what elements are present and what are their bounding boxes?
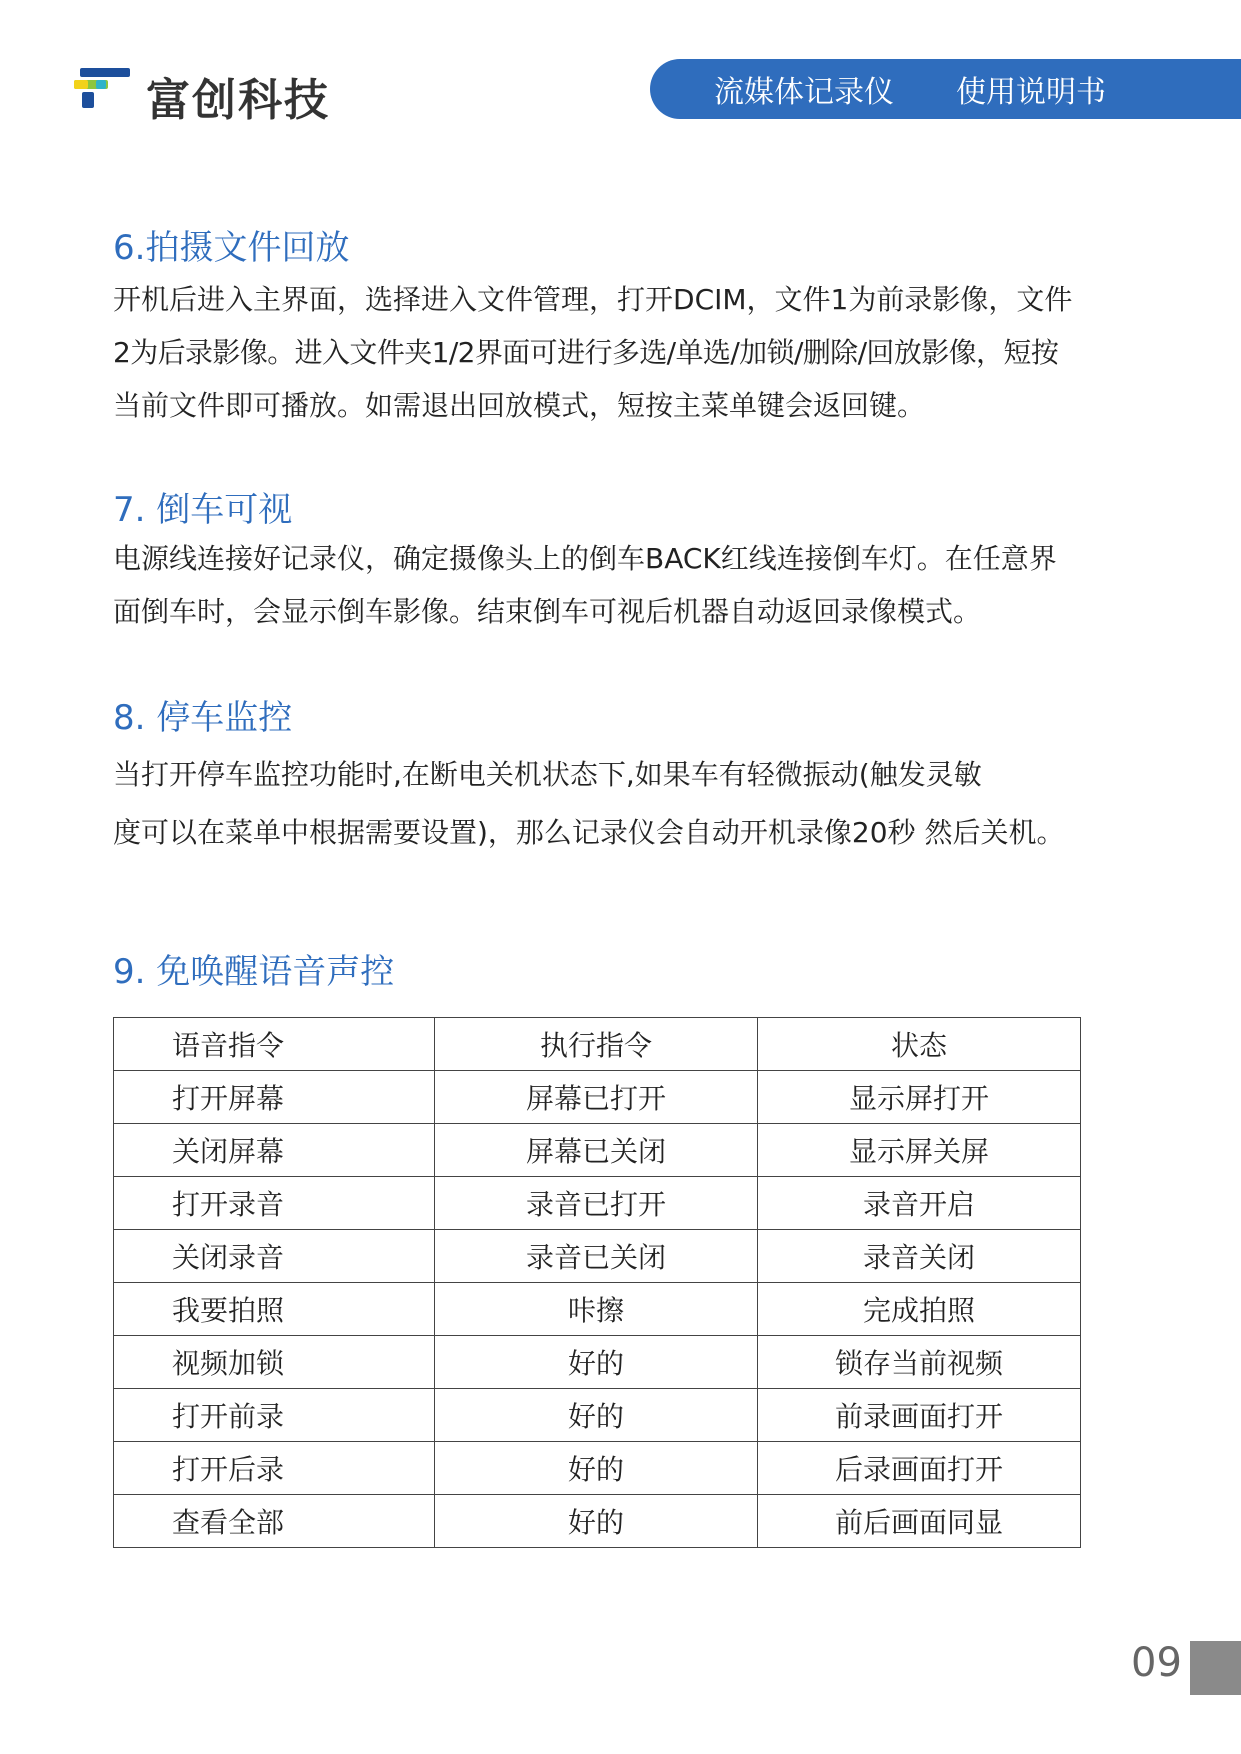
voice-command-cell: 关闭屏幕 <box>114 1124 435 1177</box>
table-row <box>114 1283 1081 1336</box>
table-row <box>114 1124 1081 1177</box>
body-line: 开机后进入主界面，选择进入文件管理，打开DCIM，文件1为前录影像，文件 <box>113 283 1073 316</box>
response-cell: 屏幕已打开 <box>435 1071 758 1124</box>
voice-command-cell: 我要拍照 <box>114 1283 435 1336</box>
body-line: 度可以在菜单中根据需要设置)，那么记录仪会自动开机录像20秒 然后关机。 <box>113 816 1065 849</box>
response-cell: 咔擦 <box>435 1283 758 1336</box>
response-cell: 录音已打开 <box>435 1177 758 1230</box>
status-cell: 录音开启 <box>758 1177 1081 1230</box>
doc-type: 使用说明书 <box>956 75 1106 110</box>
section-title-parking-monitor: 8. 停车监控 <box>113 698 293 738</box>
status-cell: 前录画面打开 <box>758 1389 1081 1442</box>
status-cell: 显示屏关屏 <box>758 1124 1081 1177</box>
body-line: 当打开停车监控功能时,在断电关机状态下,如果车有轻微振动(触发灵敏 <box>113 758 982 791</box>
voice-command-cell: 视频加锁 <box>114 1336 435 1389</box>
response-cell: 好的 <box>435 1495 758 1548</box>
table-row <box>114 1389 1081 1442</box>
voice-command-cell: 打开屏幕 <box>114 1071 435 1124</box>
column-header: 执行指令 <box>435 1018 758 1071</box>
response-cell: 屏幕已关闭 <box>435 1124 758 1177</box>
brand-logo-icon <box>74 64 132 112</box>
product-name: 流媒体记录仪 <box>714 75 894 110</box>
section-body-parking-monitor <box>113 746 1163 862</box>
status-cell: 后录画面打开 <box>758 1442 1081 1495</box>
body-line: 当前文件即可播放。如需退出回放模式，短按主菜单键会返回键。 <box>113 389 926 422</box>
column-header: 语音指令 <box>114 1018 435 1071</box>
section-title-playback: 6.拍摄文件回放 <box>113 228 350 268</box>
body-line: 2为后录影像。进入文件夹1/2界面可进行多选/单选/加锁/删除/回放影像，短按 <box>113 336 1059 369</box>
voice-command-cell: 打开录音 <box>114 1177 435 1230</box>
status-cell: 锁存当前视频 <box>758 1336 1081 1389</box>
header-banner <box>650 59 1241 119</box>
status-cell: 前后画面同显 <box>758 1495 1081 1548</box>
brand-name: 富创科技 <box>146 75 330 126</box>
table-row <box>114 1442 1081 1495</box>
page-number: 09 <box>1131 1640 1182 1686</box>
status-cell: 录音关闭 <box>758 1230 1081 1283</box>
table-header-row <box>114 1018 1081 1071</box>
response-cell: 录音已关闭 <box>435 1230 758 1283</box>
voice-command-cell: 查看全部 <box>114 1495 435 1548</box>
response-cell: 好的 <box>435 1336 758 1389</box>
table-row <box>114 1336 1081 1389</box>
page-number-block <box>1190 1641 1241 1695</box>
table-row <box>114 1071 1081 1124</box>
voice-command-cell: 关闭录音 <box>114 1230 435 1283</box>
status-cell: 完成拍照 <box>758 1283 1081 1336</box>
section-title-reverse-view: 7. 倒车可视 <box>113 490 293 530</box>
section-body-playback <box>113 273 1163 432</box>
table-row <box>114 1495 1081 1548</box>
status-cell: 显示屏打开 <box>758 1071 1081 1124</box>
section-title-voice-control: 9. 免唤醒语音声控 <box>113 952 395 992</box>
response-cell: 好的 <box>435 1442 758 1495</box>
column-header: 状态 <box>758 1018 1081 1071</box>
voice-command-cell: 打开后录 <box>114 1442 435 1495</box>
brand-logo <box>74 58 334 126</box>
voice-command-table <box>113 1017 1081 1548</box>
body-line: 面倒车时，会显示倒车影像。结束倒车可视后机器自动返回录像模式。 <box>113 595 982 628</box>
section-body-reverse-view <box>113 532 1163 638</box>
table-row <box>114 1230 1081 1283</box>
table-row <box>114 1177 1081 1230</box>
response-cell: 好的 <box>435 1389 758 1442</box>
voice-command-cell: 打开前录 <box>114 1389 435 1442</box>
body-line: 电源线连接好记录仪，确定摄像头上的倒车BACK红线连接倒车灯。在任意界 <box>113 542 1057 575</box>
